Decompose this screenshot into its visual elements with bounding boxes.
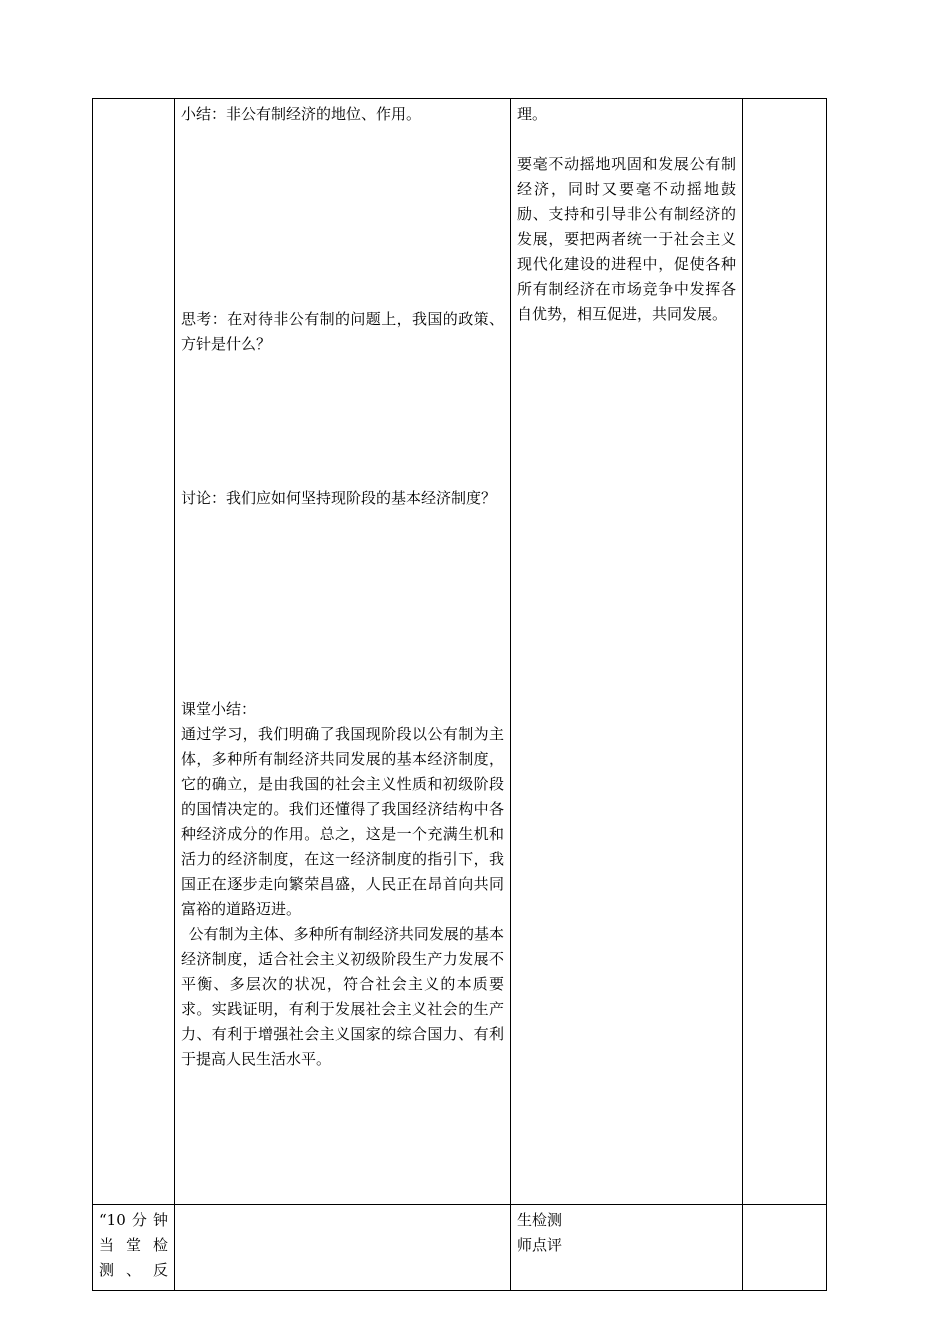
stage-label-cell: “10分钟当堂检测、反 bbox=[93, 1205, 175, 1291]
class-summary-paragraph-1: 通过学习，我们明确了我国现阶段以公有制为主体，多种所有制经济共同发展的基本经济制度，它的确立，是由我国的社会主义性质和初级阶段的国情决定的。我们还懂得了我国经济结构中各种经济成分的作用。总之，这是一个充满生机和活力的经济制度，在这一经济制度的指引下，我国正在逐步走向繁荣昌盛，人民正在昂首向共同富裕的道路迈进。 bbox=[181, 725, 504, 918]
think-question: 思考：在对待非公有制的问题上，我国的政策、方针是什么？ bbox=[181, 310, 504, 353]
summary-text: 小结：非公有制经济的地位、作用。 bbox=[181, 105, 422, 123]
student-activity-cell bbox=[511, 99, 743, 1205]
test-content-cell bbox=[175, 1205, 511, 1291]
answer-fragment: 理。 bbox=[517, 105, 548, 123]
teacher-review-label: 师点评 bbox=[517, 1236, 563, 1254]
test-activity-cell bbox=[511, 1205, 743, 1291]
class-summary-title: 课堂小结： bbox=[181, 700, 257, 718]
notes-cell bbox=[743, 99, 827, 1205]
teaching-content-cell bbox=[175, 99, 511, 1205]
lesson-row-test bbox=[93, 1205, 827, 1291]
lesson-row-main bbox=[93, 99, 827, 1205]
class-summary-paragraph-2: 公有制为主体、多种所有制经济共同发展的基本经济制度，适合社会主义初级阶段生产力发展不平衡、多层次的状况，符合社会主义的本质要求。实践证明，有利于发展社会主义社会的生产力、有利于增强社会主义国家的综合国力、有利于提高人民生活水平。 bbox=[181, 925, 504, 1068]
student-test-label: 生检测 bbox=[517, 1211, 563, 1229]
stage-cell bbox=[93, 99, 175, 1205]
lesson-plan-table bbox=[92, 98, 827, 1291]
test-notes-cell bbox=[743, 1205, 827, 1291]
policy-answer: 要毫不动摇地巩固和发展公有制经济，同时又要毫不动摇地鼓励、支持和引导非公有制经济的发展，要把两者统一于社会主义现代化建设的进程中，促使各种所有制经济在市场竞争中发挥各自优势，相互促进，共同发展。 bbox=[517, 155, 736, 323]
discussion-question: 讨论：我们应如何坚持现阶段的基本经济制度？ bbox=[181, 489, 497, 507]
